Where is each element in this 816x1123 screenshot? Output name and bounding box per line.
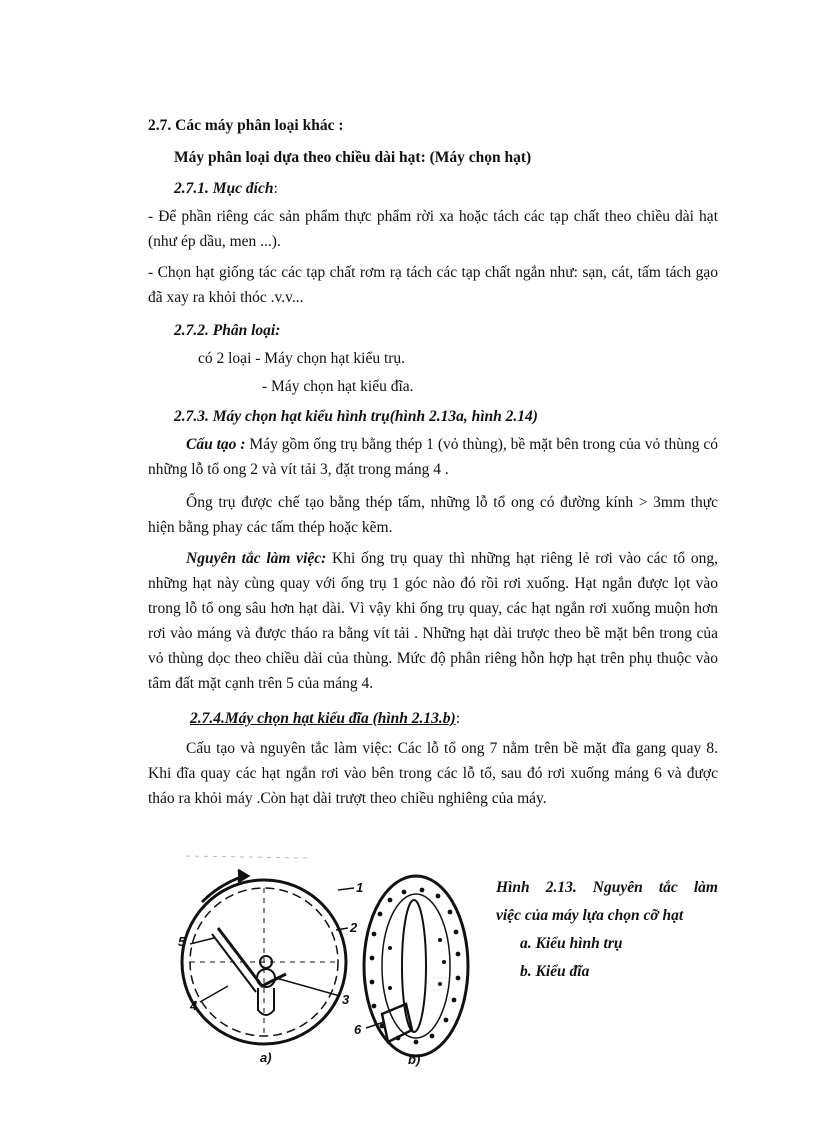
heading-2-7-1-colon: : [273, 180, 278, 197]
section-heading: 2.7. Các máy phân loại khác : [148, 117, 344, 134]
figure-label-3: 3 [342, 992, 350, 1007]
structure-paragraph [148, 432, 718, 482]
purpose-paragraph-1: - Để phần riêng các sản phẩm thực phẩm rời xa hoặc tách các tạp chất theo chiều dài hạt (như ép dầu, men ...). [148, 208, 718, 250]
section-subheading: Máy phân loại dựa theo chiều dài hạt: (Máy chọn hạt) [174, 149, 532, 166]
working-principle-text: Khi ống trụ quay thì những hạt riêng lẻ rơi vào các tổ ong, những hạt này cùng quay với ống trụ 1 góc nào đó rồi rơi xuống. Hạt ngắn được lọt vào trong lỗ tổ ong sâu hơn hạt dài. Vì vậy khi ống trụ quay, các hạt ngắn rơi xuống muộn hơn rơi vào máng và được tháo ra bằng vít tải . Những hạt dài trược theo bề mặt bên trong của vỏ thùng dọc theo chiều dài của thùng. Mức độ phân riêng hỗn hợp hạt trên phụ thuộc vào tâm đất mặt cạnh trên 5 của máng 4. [148, 550, 718, 692]
heading-2-7-1-text: 2.7.1. Mục đích [174, 180, 274, 197]
structure-label: Cấu tạo : [186, 436, 246, 453]
figure-caption-line-2: việc của máy lựa chọn cỡ hạt [496, 907, 684, 924]
structure-text: Máy gồm ống trụ bằng thép 1 (vỏ thùng), bề mặt bên trong của vỏ thùng có những lỗ tổ ong 2 và vít tải 3, đặt trong máng 4 . [148, 436, 718, 478]
heading-2-7-2: 2.7.2. Phân loại: [174, 322, 281, 339]
classification-line-2: - Máy chọn hạt kiểu đĩa. [262, 378, 414, 395]
heading-2-7-4-text: 2.7.4.Máy chọn hạt kiểu đĩa (hình 2.13.b) [190, 710, 456, 727]
figure-item-b: b. Kiểu đĩa [520, 963, 590, 980]
classification-line-1: có 2 loại - Máy chọn hạt kiểu trụ. [198, 350, 406, 367]
figure-item-a: a. Kiểu hình trụ [520, 935, 623, 952]
disc-machine-paragraph: Cấu tạo và nguyên tắc làm việc: Các lỗ tổ ong 7 nằm trên bề mặt đĩa gang quay 8. Khi đĩa quay các hạt ngắn rơi vào bên trong các lỗ tổ, sau đó rơi xuống máng 6 và được tháo ra khỏi máy .Còn hạt dài trượt theo chiều nghiêng của máy. [148, 740, 718, 807]
figure-2-13-drawing [168, 838, 478, 1070]
heading-2-7-3: 2.7.3. Máy chọn hạt kiểu hình trụ(hình 2.13a, hình 2.14) [174, 408, 538, 425]
figure-caption-line-1: Hình 2.13. Nguyên tắc làm [496, 879, 718, 896]
working-principle-paragraph [148, 546, 718, 696]
cylinder-material-paragraph: Ống trụ được chế tạo bằng thép tấm, những lỗ tổ ong có đường kính > 3mm thực hiện bằng phay các tấm thép hoặc kẽm. [148, 494, 718, 536]
heading-2-7-4 [190, 706, 718, 731]
purpose-paragraph-2: - Chọn hạt giống tác các tạp chất rơm rạ tách các tạp chất ngắn như: sạn, cát, tấm tách gạo đã xay ra khỏi thóc .v.v... [148, 264, 718, 306]
heading-2-7-1 [174, 176, 718, 201]
figure-label-6: 6 [354, 1022, 362, 1037]
figure-label-4: 4 [190, 998, 198, 1013]
figure-label-1: 1 [356, 880, 364, 895]
figure-label-5: 5 [178, 934, 186, 949]
working-principle-label: Nguyên tắc làm việc: [186, 550, 327, 567]
figure-label-a: a) [260, 1050, 272, 1065]
cylinder-diagram [182, 856, 354, 1044]
figure-label-b: b) [408, 1052, 421, 1067]
heading-2-7-4-colon: : [455, 710, 460, 727]
disc-diagram [364, 876, 468, 1056]
figure-label-2: 2 [350, 920, 358, 935]
figure-caption [496, 874, 718, 986]
